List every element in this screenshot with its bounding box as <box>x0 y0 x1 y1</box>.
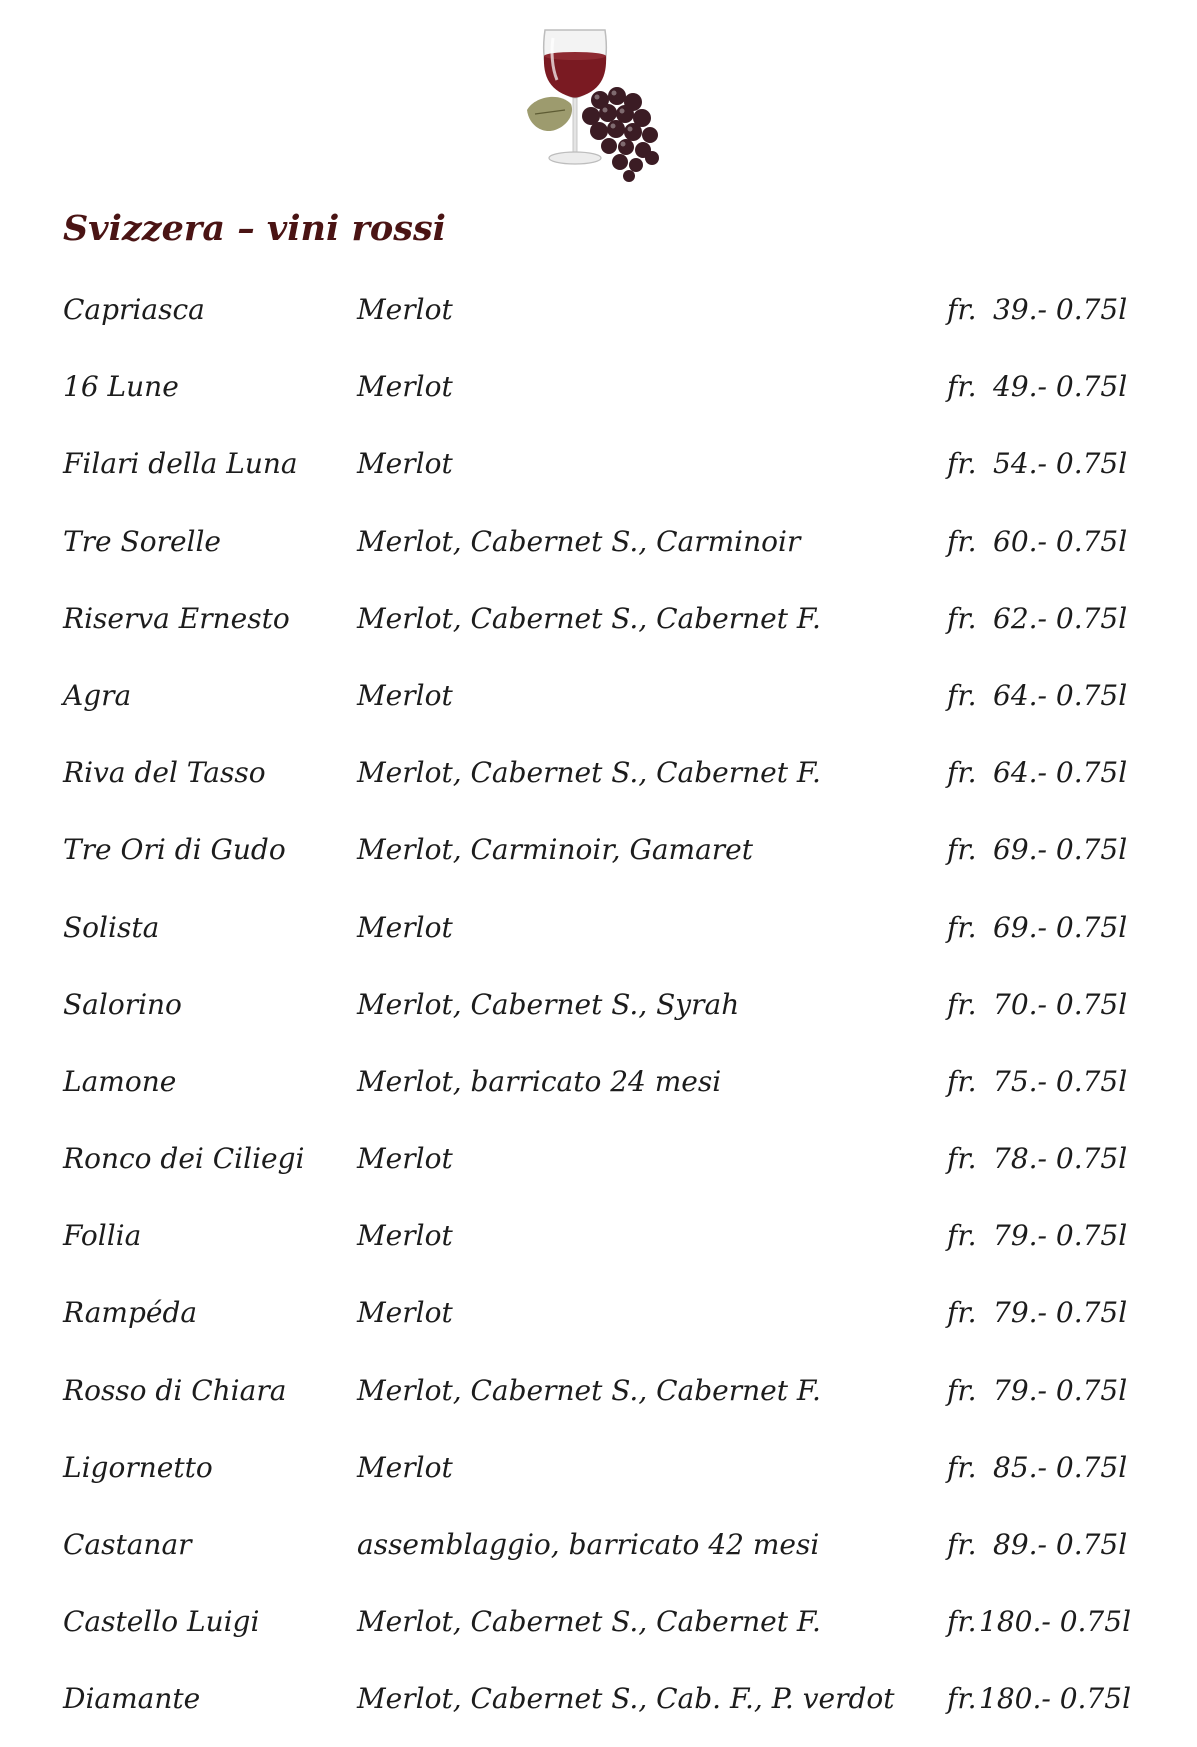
price-currency: fr. <box>947 1219 977 1253</box>
price-amount: 85.- <box>993 1450 1047 1484</box>
price-currency: fr. <box>947 987 977 1021</box>
bottle-volume: 0.75l <box>1055 987 1128 1021</box>
wine-grapes: Merlot, Cabernet S., Cabernet F. <box>357 601 821 635</box>
price-amount: 69.- <box>993 910 1047 944</box>
bottle-volume: 0.75l <box>1055 601 1128 635</box>
price-amount: 60.- <box>993 524 1047 558</box>
wine-grapes: Merlot <box>357 293 453 326</box>
wine-row <box>0 280 1197 357</box>
price-amount: 70.- <box>993 987 1047 1021</box>
price-currency: fr. <box>947 1296 977 1330</box>
wine-name: Agra <box>63 678 132 712</box>
price-currency: fr. <box>947 293 977 326</box>
wine-name: Lamone <box>63 1064 177 1098</box>
price-currency: fr. <box>947 833 977 867</box>
wine-name: Ligornetto <box>63 1450 213 1484</box>
wine-grapes: assemblaggio, barricato 42 mesi <box>357 1528 820 1561</box>
wine-price <box>947 1052 1127 1112</box>
wine-grapes: Merlot <box>357 1142 453 1176</box>
wine-grapes: Merlot, Carminoir, Gamaret <box>357 833 753 867</box>
wine-grapes: Merlot, barricato 24 mesi <box>357 1064 722 1098</box>
wine-price <box>947 357 1127 417</box>
wine-row <box>0 434 1197 511</box>
price-amount: 62.- <box>993 601 1047 635</box>
wine-grapes: Merlot <box>357 678 453 712</box>
wine-name: Salorino <box>63 987 182 1021</box>
price-amount: 89.- <box>993 1528 1047 1561</box>
wine-row <box>0 898 1197 975</box>
wine-row <box>0 975 1197 1052</box>
wine-row <box>0 1361 1197 1438</box>
wine-price <box>947 666 1127 726</box>
wine-row <box>0 820 1197 897</box>
wine-price <box>947 434 1127 494</box>
bottle-volume: 0.75l <box>1055 1528 1128 1561</box>
wine-name: Tre Sorelle <box>63 524 222 558</box>
price-currency: fr. <box>947 370 977 404</box>
wine-grapes: Merlot, Cabernet S., Cabernet F. <box>357 1605 821 1639</box>
wine-price <box>947 1592 1131 1652</box>
wine-grapes: Merlot, Cabernet S., Carminoir <box>357 524 801 558</box>
price-currency: fr. <box>947 1142 977 1176</box>
bottle-volume: 0.75l <box>1055 1373 1128 1407</box>
bottle-volume: 0.75l <box>1055 370 1128 404</box>
price-amount: 64.- <box>993 678 1047 712</box>
wine-name: Riserva Ernesto <box>63 601 290 635</box>
bottle-volume: 0.75l <box>1055 1064 1128 1098</box>
wine-price <box>947 1129 1127 1189</box>
wine-price <box>947 589 1127 649</box>
wine-name: Tre Ori di Gudo <box>63 833 286 867</box>
bottle-volume: 0.75l <box>1055 678 1128 712</box>
wine-row <box>0 743 1197 820</box>
wine-price <box>947 975 1127 1035</box>
wine-grapes: Merlot, Cabernet S., Syrah <box>357 987 740 1021</box>
wine-row <box>0 1052 1197 1129</box>
wine-name: Diamante <box>63 1682 201 1716</box>
price-currency: fr. <box>947 1682 977 1716</box>
price-currency: fr. <box>947 756 977 790</box>
wine-name: Riva del Tasso <box>63 756 266 790</box>
bottle-volume: 0.75l <box>1059 1605 1132 1639</box>
price-amount: 79.- <box>993 1219 1047 1253</box>
wine-name: Castello Luigi <box>63 1605 260 1639</box>
wine-name: Follia <box>63 1219 142 1253</box>
wine-name: Castanar <box>63 1528 192 1561</box>
wine-row <box>0 666 1197 743</box>
price-currency: fr. <box>947 1450 977 1484</box>
price-amount: 49.- <box>993 370 1047 404</box>
price-currency: fr. <box>947 524 977 558</box>
wine-price <box>947 280 1127 340</box>
bottle-volume: 0.75l <box>1055 1142 1128 1176</box>
bottle-volume: 0.75l <box>1055 524 1128 558</box>
wine-grapes: Merlot <box>357 910 453 944</box>
price-amount: 79.- <box>993 1296 1047 1330</box>
wine-name: Solista <box>63 910 160 944</box>
wine-name: Ronco dei Ciliegi <box>63 1142 305 1176</box>
wine-grapes: Merlot <box>357 447 453 481</box>
wine-price <box>947 820 1127 880</box>
price-currency: fr. <box>947 447 977 481</box>
bottle-volume: 0.75l <box>1055 833 1128 867</box>
wine-grapes: Merlot, Cabernet S., Cab. F., P. verdot <box>357 1682 895 1716</box>
price-currency: fr. <box>947 910 977 944</box>
bottle-volume: 0.75l <box>1055 293 1128 326</box>
bottle-volume: 0.75l <box>1055 1296 1128 1330</box>
price-currency: fr. <box>947 1605 977 1639</box>
price-currency: fr. <box>947 678 977 712</box>
wine-price <box>947 1438 1127 1498</box>
wine-row <box>0 1592 1197 1669</box>
price-amount: 54.- <box>993 447 1047 481</box>
wine-row <box>0 1669 1197 1746</box>
wine-grapes: Merlot, Cabernet S., Cabernet F. <box>357 756 821 790</box>
wine-row <box>0 1283 1197 1360</box>
price-currency: fr. <box>947 601 977 635</box>
wine-row <box>0 1438 1197 1515</box>
wine-row <box>0 1206 1197 1283</box>
wine-price <box>947 1283 1127 1343</box>
wine-price <box>947 1206 1127 1266</box>
wine-grapes: Merlot <box>357 370 453 404</box>
wine-row <box>0 1515 1197 1592</box>
bottle-volume: 0.75l <box>1055 756 1128 790</box>
wine-price <box>947 1669 1131 1729</box>
wine-row <box>0 357 1197 434</box>
wine-price <box>947 743 1127 803</box>
price-currency: fr. <box>947 1373 977 1407</box>
wine-row <box>0 512 1197 589</box>
wine-grapes: Merlot <box>357 1296 453 1330</box>
wine-price <box>947 1515 1127 1575</box>
price-currency: fr. <box>947 1528 977 1561</box>
wine-name: 16 Lune <box>63 370 179 404</box>
wine-list <box>0 280 1197 1747</box>
wine-row <box>0 1129 1197 1206</box>
wine-price <box>947 898 1127 958</box>
wine-name: Rosso di Chiara <box>63 1373 287 1407</box>
wine-name: Capriasca <box>63 293 205 326</box>
wine-glass-grapes-image <box>505 18 695 186</box>
price-amount: 75.- <box>993 1064 1047 1098</box>
price-currency: fr. <box>947 1064 977 1098</box>
wine-row <box>0 589 1197 666</box>
bottle-volume: 0.75l <box>1055 1219 1128 1253</box>
wine-name: Filari della Luna <box>63 447 298 481</box>
wine-grapes: Merlot, Cabernet S., Cabernet F. <box>357 1373 821 1407</box>
section-title: Svizzera – vini rossi <box>63 208 446 249</box>
wine-name: Rampéda <box>63 1296 198 1330</box>
price-amount: 69.- <box>993 833 1047 867</box>
wine-price <box>947 1361 1127 1421</box>
bottle-volume: 0.75l <box>1059 1682 1132 1716</box>
wine-grapes: Merlot <box>357 1450 453 1484</box>
wine-price <box>947 512 1127 572</box>
price-amount: 39.- <box>993 293 1047 326</box>
price-amount: 79.- <box>993 1373 1047 1407</box>
bottle-volume: 0.75l <box>1055 910 1128 944</box>
price-amount: 64.- <box>993 756 1047 790</box>
price-amount: 180.- <box>979 1605 1051 1639</box>
price-amount: 78.- <box>993 1142 1047 1176</box>
price-amount: 180.- <box>979 1682 1051 1716</box>
bottle-volume: 0.75l <box>1055 447 1128 481</box>
bottle-volume: 0.75l <box>1055 1450 1128 1484</box>
wine-grapes: Merlot <box>357 1219 453 1253</box>
